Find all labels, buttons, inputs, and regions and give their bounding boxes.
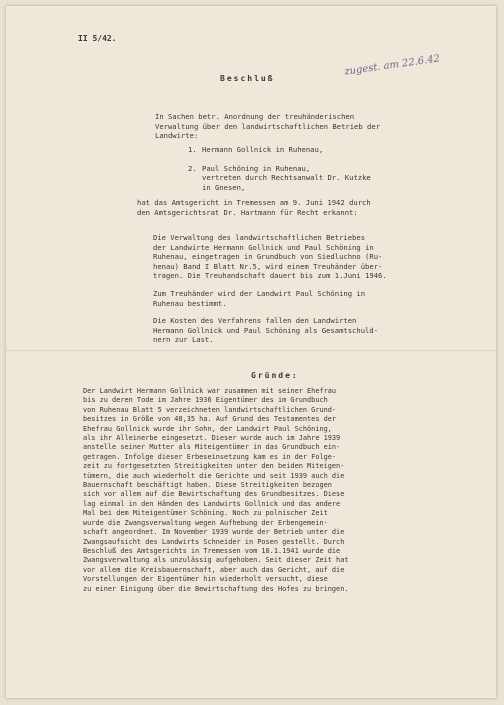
intro-block bbox=[155, 112, 380, 141]
document-page bbox=[6, 6, 496, 698]
ruling-paragraph-1: Die Verwaltung des landwirtschaftlichen Betriebes der Landwirte Hermann Gollnick und Paul Schöning in Ruhenau, eingetragen in Grundbuch von Siedluchno (Ru- henau) Band I Blatt Nr.5, wird einem Treuhänder über- tragen. Die Treuhandschaft dauert bis zum 1.Juni 1946. bbox=[153, 233, 387, 281]
party-1: 1. Hermann Gollnick in Ruhenau, bbox=[188, 145, 324, 154]
ruling-block bbox=[153, 233, 387, 353]
parties-list: 1. Hermann Gollnick in Ruhenau, 2. Paul Schöning in Ruhenau, vertreten durch Rechtsanwalt Dr. Kutzke in Gnesen, bbox=[188, 145, 371, 192]
intro-line: In Sachen betr. Anordnung der treuhänderischen bbox=[155, 112, 355, 121]
file-reference: II 5/42. bbox=[78, 34, 117, 43]
ruling-paragraph-2: Zum Treuhänder wird der Landwirt Paul Schöning in Ruhenau bestimmt. bbox=[153, 288, 366, 308]
party-2: 2. Paul Schöning in Ruhenau, bbox=[188, 163, 311, 173]
ruling-paragraph-3: Die Kosten des Verfahrens fallen den Landwirten Hermann Gollnick und Paul Schöning als Gesamtschuld- nern zur Last. bbox=[153, 316, 379, 345]
court-statement: hat das Amtsgericht in Tremessen am 9. Juni 1942 durch den Amtsgerichtsrat Dr. Hartmann für Recht erkannt: bbox=[137, 198, 371, 217]
reasons-body: Der Landwirt Hermann Gollnick war zusammen mit seiner Ehefrau bis zu deren Tode im Jahre 1936 Eigentümer des im Grundbuch von Ruhenau Blatt 5 verzeichneten landwirtschaftlichen Grund- besitzes in Größe von 48,35 ha. Auf Grund des Testamentes der Ehefrau Gollnick wurde ihr Sohn, der Landwirt Paul Schöning, als ihr Alleinerbe eingesetzt. Dieser wurde auch im Jahre 1939 anstelle seiner Mutter als Miteigentümer in das Grundbuch ein- getragen. Infolge dieser Erbeseinsetzung kam es in der Folge- zeit zu fortgesetzten Streitigkeiten unter den beiden Miteigen- tümern, die auch wiederholt die Gerichte und seit 1939 auch die Bauernschaft beschäftigt haben. Diese Streitigkeiten bezogen sich vor allem auf die Bewirtschaftung des Grundbesitzes. Diese lag einmal in den Händen des Landwirts Gollnick und das andere Mal bei dem Miteigentümer Schöning. Noch zu polnischer Zeit wurde die Zwangsverwaltung wegen Aufhebung der Erbengemein- schaft angeordnet. Im November 1939 wurde der Betrieb unter die Zwangsaufsicht des Landwirts Schneider in Posen gestellt. Durch Beschluß des Amtsgerichts in Tremessen vom 18.1.1941 wurde die Zwangsverwaltung als unzulässig aufgehoben. Seit dieser Zeit hat vor allem die Kreisbauernschaft, aber auch das Gericht, auf die Vorstellungen der Eigentümer hin wiederholt versucht, diese zu einer Einigung über die Bewirtschaftung des Hofes zu bringen. bbox=[83, 387, 349, 593]
reasons-heading: Gründe: bbox=[251, 371, 299, 380]
handwritten-note: zugest. am 22.6.42 bbox=[343, 53, 441, 78]
intro-line: Landwirte: bbox=[155, 131, 199, 141]
document-title: Beschluß bbox=[220, 74, 275, 83]
intro-line: Verwaltung über den landwirtschaftlichen Betrieb der bbox=[155, 121, 381, 131]
